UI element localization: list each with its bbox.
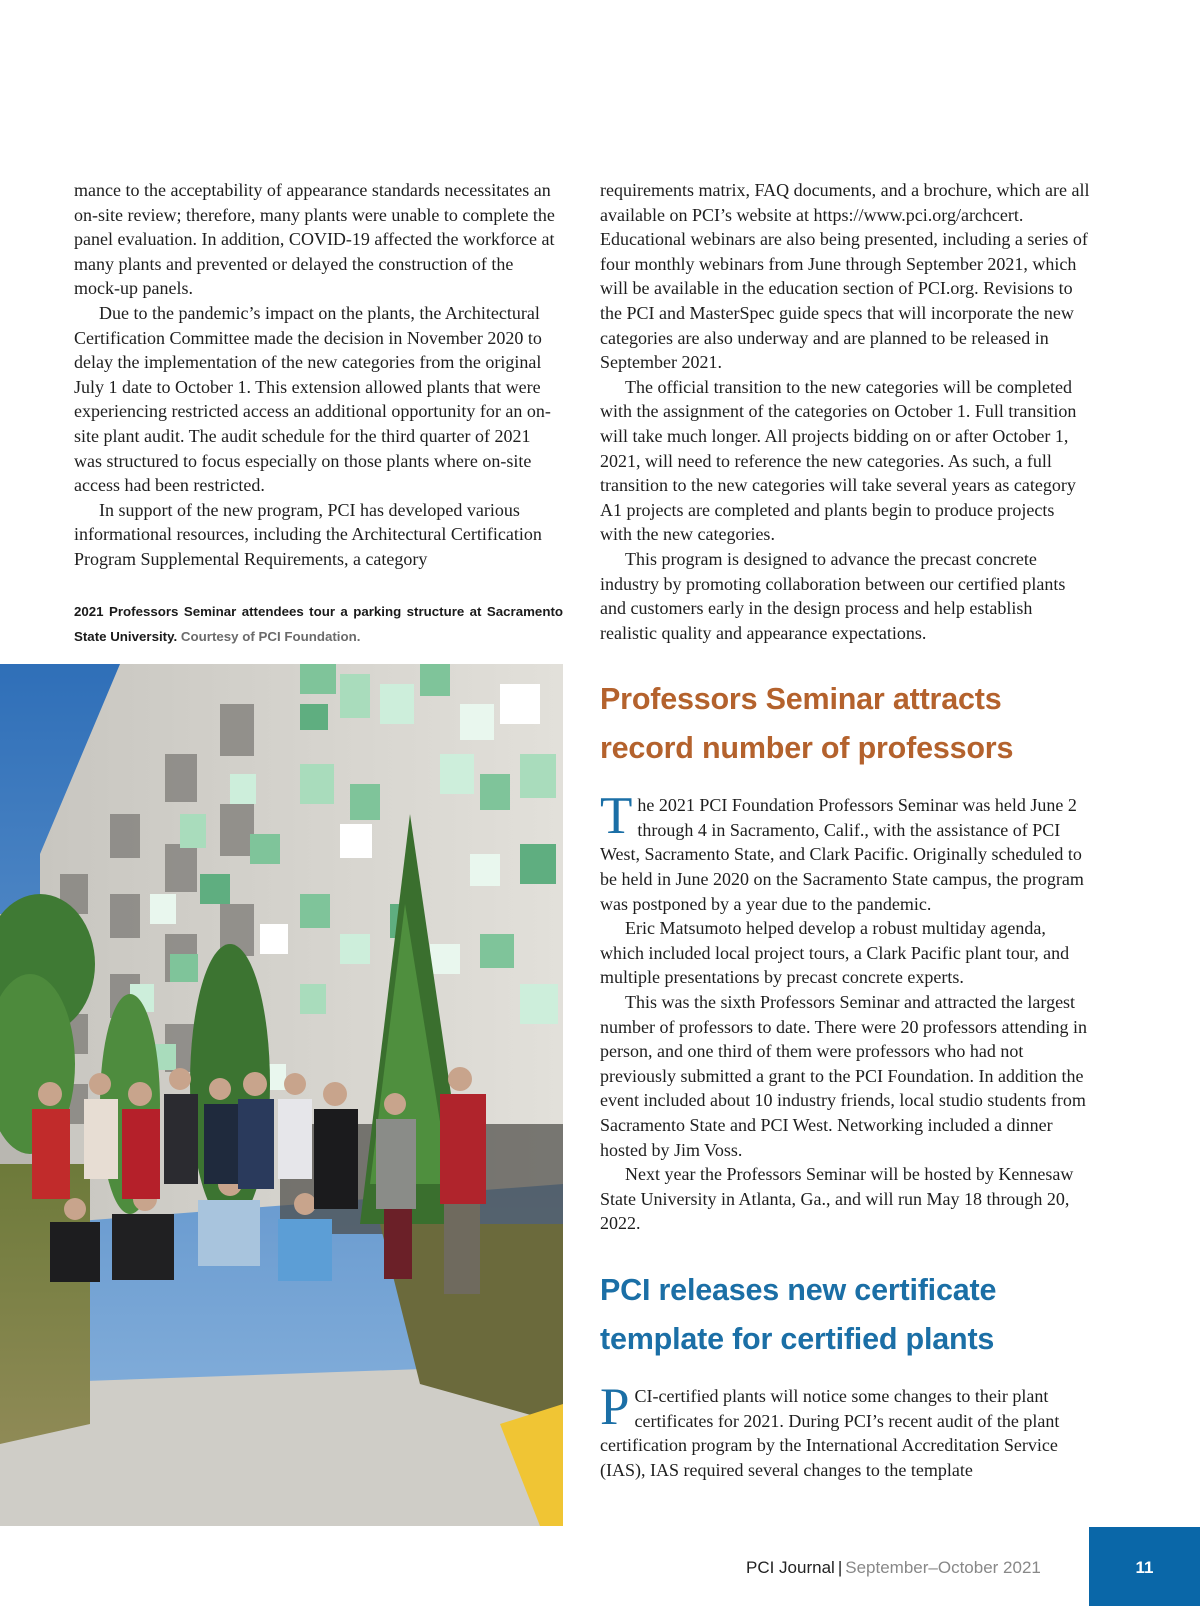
- body-paragraph: Next year the Professors Seminar will be hosted by Kennesaw State University in Atlanta, Ga., and will run May 18 through 20, 2022.: [600, 1164, 1074, 1234]
- body-paragraph: This program is designed to advance the precast concrete industry by promoting collaboration between our certified plants and customers early in the design process and help establish realistic quality and appearance expectations.: [600, 548, 1066, 643]
- journal-name: PCI Journal: [746, 1558, 835, 1577]
- issue-date: September–October 2021: [845, 1558, 1041, 1577]
- lead-text: he 2021 PCI Foundation Professors Seminar was held June 2 through 4 in Sacramento, Calif., with the assistance of PCI West, Sacramento State, and Clark Pacific. Originally scheduled to be held in June 2020 on the Sacramento State campus, the program was postponed by a year due to the pandemic.: [600, 795, 1084, 914]
- photo-caption: [74, 600, 563, 649]
- left-column: [74, 178, 562, 572]
- article-heading-professors-seminar: Professors Seminar attracts record number of professors: [600, 682, 1014, 766]
- body-paragraph: This was the sixth Professors Seminar and attracted the largest number of professors to date. There were 20 professors attending in person, and one third of them were professors who had not previously submitted a grant to the PCI Foundation. In addition the event included about 10 industry friends, local studio students from Sacramento State and PCI West. Networking included a dinner hosted by Jim Voss.: [600, 992, 1088, 1160]
- page-number-box: [1089, 1527, 1200, 1606]
- article-lead-paragraph: [600, 787, 1090, 916]
- page-number: 11: [1135, 1557, 1154, 1577]
- footer-separator: |: [837, 1558, 843, 1577]
- body-paragraph: Due to the pandemic’s impact on the plants, the Architectural Certification Committee made the decision in November 2020 to delay the implementation of the new categories from the original July 1 date to October 1. This extension allowed plants that were experiencing restricted access an additional opportunity for an on-site plant audit. The audit schedule for the third quarter of 2021 was structured to focus especially on those plants where on-site access had been restricted.: [74, 302, 551, 496]
- article-heading-certificate-template: PCI releases new certificate template for certified plants: [600, 1272, 997, 1356]
- group-photo: [0, 664, 563, 1526]
- drop-cap: T: [600, 787, 633, 846]
- article-lead-paragraph: [600, 1377, 1090, 1482]
- caption-text: 2021 Professors Seminar attendees tour a parking structure at Sacramento State University.: [74, 604, 563, 644]
- body-paragraph: The official transition to the new categories will be completed with the assignment of the categories on October 1. Full transition will take much longer. All projects bidding on or after October 1, 2021, will need to reference the new categories. As such, a full transition to the new categories will take several years as category A1 projects are completed and plants begin to produce projects with the new categories.: [600, 376, 1077, 545]
- body-paragraph: mance to the acceptability of appearance standards necessitates an on-site review; therefore, many plants were unable to complete the panel evaluation. In addition, COVID-19 affected the workforce at many plants and prevented or delayed the construction of the mock-up panels.: [74, 180, 555, 299]
- right-column: [600, 178, 1090, 1482]
- body-paragraph: In support of the new program, PCI has developed various informational resources, including the Architectural Certification Program Supplemental Requirements, a category: [74, 499, 542, 569]
- body-paragraph: requirements matrix, FAQ documents, and a brochure, which are all available on PCI’s website at https://www.pci.org/archcert. Educational webinars are also being presented, including a series of four monthly webinars from June through September 2021, which will be available in the education section of PCI.org. Revisions to the PCI and MasterSpec guide specs that will incorporate the new categories are also underway and are planned to be released in September 2021.: [600, 180, 1090, 373]
- group-photo-illustration: [0, 664, 563, 1526]
- caption-credit: Courtesy of PCI Foundation.: [180, 628, 361, 644]
- drop-cap: P: [600, 1377, 630, 1436]
- page-footer: [746, 1556, 1066, 1580]
- body-paragraph: Eric Matsumoto helped develop a robust multiday agenda, which included local project tours, a Clark Pacific plant tour, and multiple presentations by precast concrete experts.: [600, 918, 1070, 988]
- lead-text: CI-certified plants will notice some changes to their plant certificates for 2021. During PCI’s recent audit of the plant certification program by the International Accreditation Service (IAS), IAS required several changes to the template: [600, 1385, 1060, 1480]
